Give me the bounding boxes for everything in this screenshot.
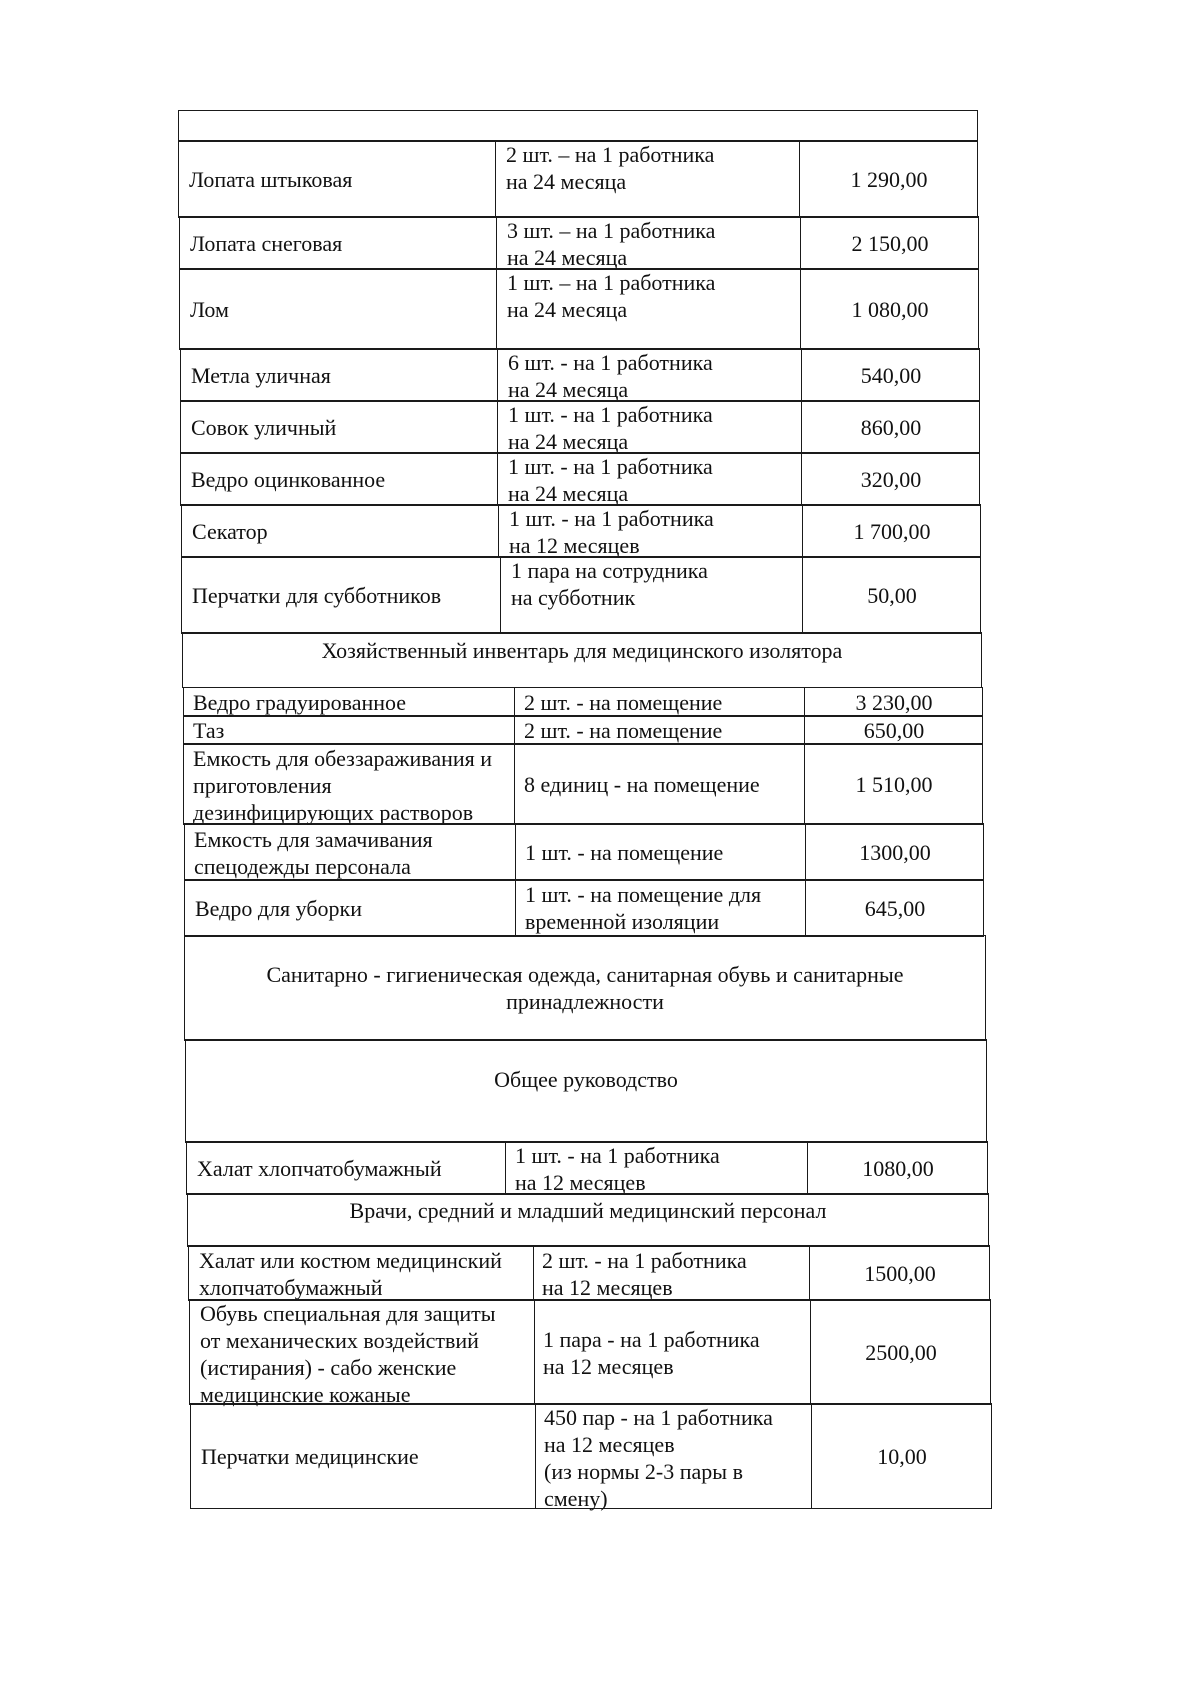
item-norm: 2 шт. - на помещение — [524, 689, 723, 715]
item-name: Ведро оцинкованное — [191, 466, 386, 492]
item-price: 1 700,00 — [853, 518, 931, 544]
item-name: Таз — [193, 717, 225, 743]
item-price: 1 290,00 — [850, 166, 928, 192]
item-norm: 1 пара - на 1 работника на 12 месяцев — [543, 1327, 760, 1379]
section-heading: Санитарно - гигиеническая одежда, санитарная обувь и санитарные принадлежности — [266, 962, 904, 1014]
item-name: Перчатки медицинские — [201, 1443, 419, 1469]
item-norm: 6 шт. - на 1 работника на 24 месяца — [508, 350, 713, 402]
item-name: Емкость для обеззараживания и приготовления дезинфицирующих растворов — [193, 746, 493, 825]
item-name: Лопата штыковая — [189, 166, 353, 192]
item-name: Емкость для замачивания спецодежды персонала — [194, 827, 433, 879]
item-norm: 1 шт. - на помещение для временной изоляции — [525, 882, 762, 934]
item-name: Перчатки для субботников — [192, 582, 442, 608]
item-norm: 3 шт. – на 1 работника на 24 месяца — [507, 218, 716, 270]
item-name: Ведро для уборки — [195, 895, 362, 921]
item-norm: 450 пар - на 1 работника на 12 месяцев (из нормы 2-3 пары в смену) — [544, 1405, 773, 1511]
item-price: 860,00 — [860, 414, 922, 440]
item-norm: 1 шт. - на 1 работника на 12 месяцев — [509, 506, 714, 558]
item-norm: 1 шт. - на 1 работника на 24 месяца — [508, 454, 713, 506]
item-norm: 2 шт. - на помещение — [524, 717, 723, 743]
item-price: 650,00 — [863, 717, 925, 743]
item-name: Ведро градуированное — [193, 689, 407, 715]
item-name: Обувь специальная для защиты от механических воздействий (истирания) - сабо женские медицинские кожаные — [200, 1301, 496, 1407]
item-price: 1 080,00 — [851, 296, 929, 322]
table-top-strip — [178, 110, 978, 142]
section-heading: Общее руководство — [494, 1066, 678, 1092]
item-price: 3 230,00 — [855, 689, 933, 715]
item-price: 645,00 — [864, 895, 926, 921]
item-norm: 2 шт. - на 1 работника на 12 месяцев — [542, 1248, 747, 1300]
item-name: Лом — [190, 296, 229, 322]
item-price: 320,00 — [860, 466, 922, 492]
item-price: 10,00 — [877, 1443, 927, 1469]
item-price: 1080,00 — [862, 1155, 934, 1181]
item-norm: 1 шт. - на помещение — [525, 839, 724, 865]
item-price: 540,00 — [860, 362, 922, 388]
item-price: 2500,00 — [865, 1339, 937, 1365]
item-norm: 1 шт. - на 1 работника на 12 месяцев — [515, 1143, 720, 1195]
item-price: 1300,00 — [859, 839, 931, 865]
item-norm: 1 шт. - на 1 работника на 24 месяца — [508, 402, 713, 454]
item-norm: 1 шт. – на 1 работника на 24 месяца — [507, 270, 716, 322]
item-name: Секатор — [192, 518, 268, 544]
item-norm: 1 пара на сотрудника на субботник — [511, 558, 708, 610]
section-heading: Врачи, средний и младший медицинский персонал — [349, 1197, 827, 1223]
item-name: Лопата снеговая — [190, 230, 343, 256]
item-name: Халат хлопчатобумажный — [197, 1155, 442, 1181]
item-price: 50,00 — [867, 582, 917, 608]
item-name: Совок уличный — [191, 414, 337, 440]
section-heading: Хозяйственный инвентарь для медицинского изолятора — [321, 637, 843, 663]
item-name: Метла уличная — [191, 362, 331, 388]
item-norm: 8 единиц - на помещение — [524, 771, 760, 797]
item-price: 2 150,00 — [851, 230, 929, 256]
item-price: 1 510,00 — [855, 771, 933, 797]
item-name: Халат или костюм медицинский хлопчатобумажный — [199, 1248, 502, 1300]
item-norm: 2 шт. – на 1 работника на 24 месяца — [506, 142, 715, 194]
item-price: 1500,00 — [864, 1260, 936, 1286]
